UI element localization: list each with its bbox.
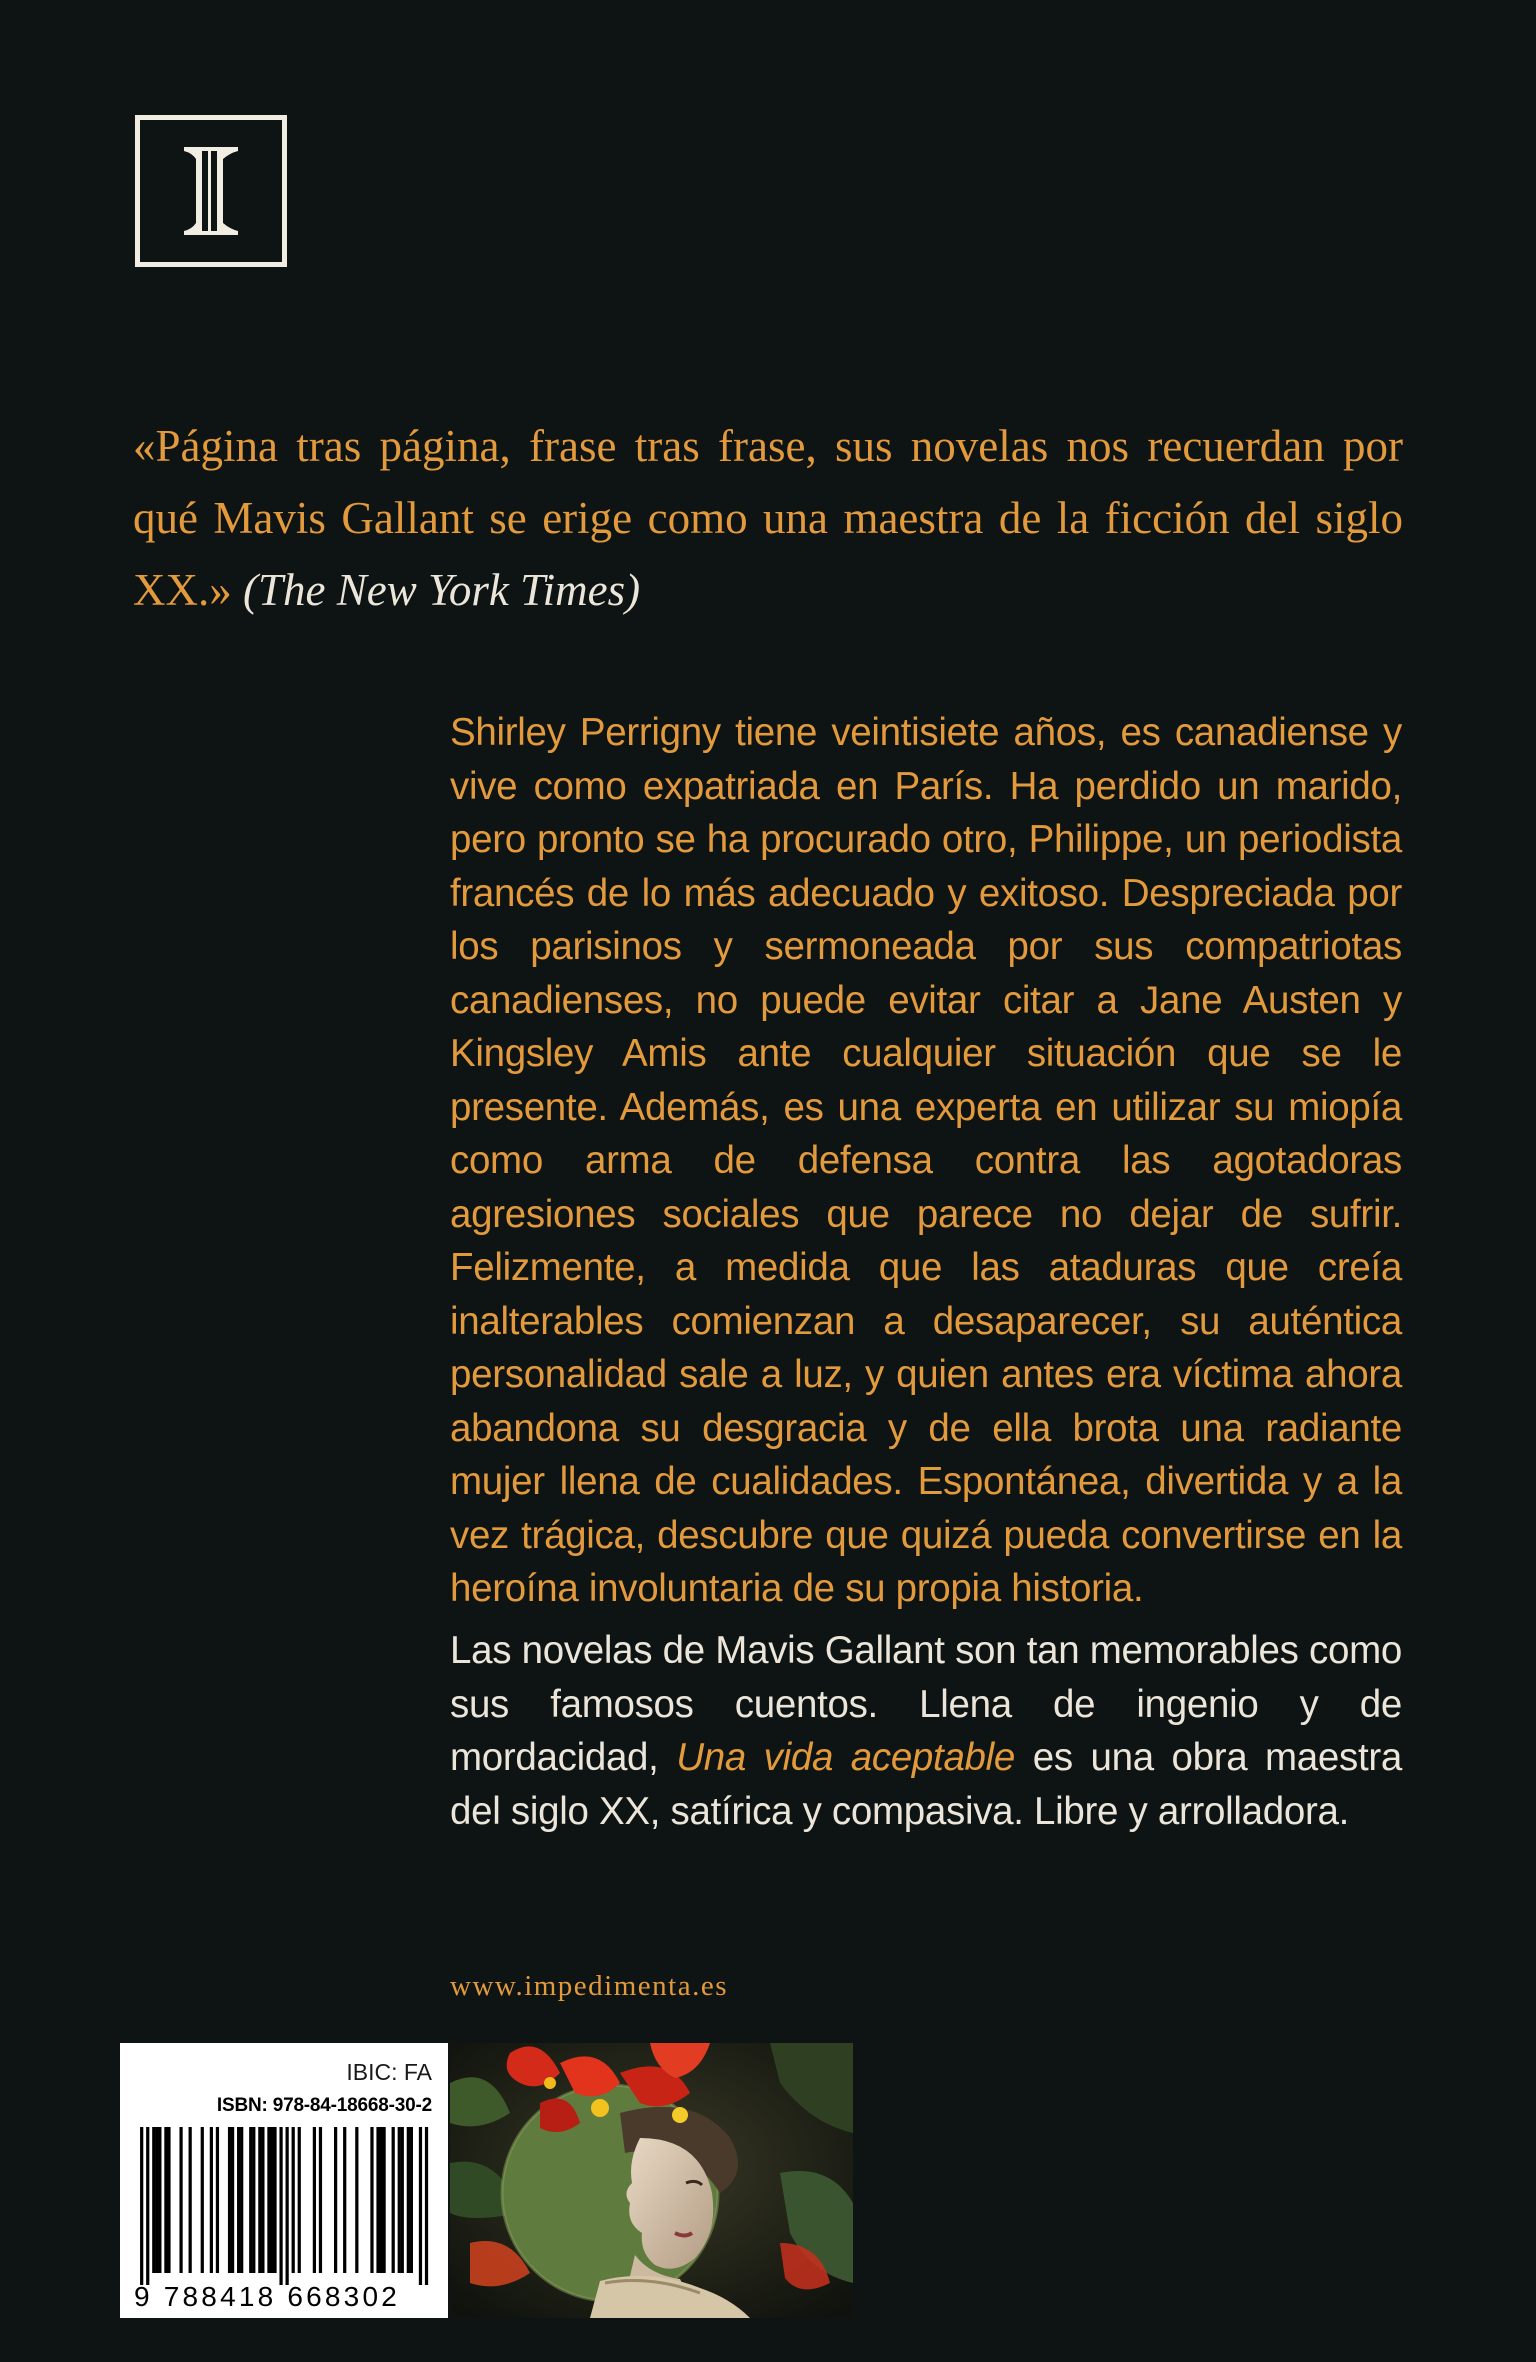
barcode-bar <box>379 2127 382 2273</box>
barcode-bar <box>398 2127 401 2273</box>
barcode-bar <box>343 2127 346 2273</box>
barcode-bar <box>370 2127 373 2273</box>
barcode-bar <box>279 2127 282 2285</box>
barcode-panel <box>120 2043 448 2318</box>
barcode-bar <box>267 2127 270 2273</box>
barcode-bar <box>298 2127 301 2273</box>
barcode-bar <box>261 2127 264 2273</box>
barcode-bar <box>231 2127 234 2273</box>
barcode-bar <box>228 2127 231 2273</box>
book-title: Una vida aceptable <box>676 1736 1016 1779</box>
barcode-bar <box>270 2127 273 2273</box>
barcode-bar <box>152 2127 155 2273</box>
ibic-code: IBIC: FA <box>346 2059 432 2085</box>
barcode-bar <box>425 2127 428 2285</box>
barcode-bar <box>210 2127 213 2273</box>
barcode-bar <box>140 2127 143 2285</box>
barcode-bar <box>240 2127 243 2273</box>
publisher-logo <box>135 115 287 267</box>
barcode-bar <box>376 2127 379 2273</box>
barcode-bar <box>286 2127 289 2285</box>
barcode-bar <box>258 2127 261 2273</box>
press-quote-source: (The New York Times) <box>243 565 641 615</box>
barcode-bar <box>355 2127 358 2273</box>
barcode-bar <box>164 2127 167 2273</box>
barcode-bar <box>252 2127 255 2273</box>
publisher-logo-glyph <box>176 141 246 241</box>
barcode-bar <box>167 2127 170 2273</box>
closing-paragraph <box>450 1624 1402 1838</box>
barcode-bar <box>189 2127 192 2273</box>
cover-artwork <box>450 2043 853 2318</box>
press-quote <box>133 410 1403 626</box>
barcode-bar <box>401 2127 404 2273</box>
barcode-bar <box>273 2127 276 2273</box>
barcode-bar <box>237 2127 240 2273</box>
barcode-bar <box>155 2127 158 2273</box>
barcode-bar <box>292 2127 295 2273</box>
press-quote-text: «Página tras página, frase tras frase, sus novelas nos recuerdan por qué Mavis Gallant se erige como una maestra de la ficción del siglo XX.» <box>133 421 1403 615</box>
barcode-bar <box>334 2127 337 2273</box>
barcode-bar <box>382 2127 385 2273</box>
barcode-bar <box>158 2127 161 2273</box>
cover-artwork-image <box>450 2043 853 2318</box>
barcode-bar <box>319 2127 322 2273</box>
barcode-bar <box>249 2127 252 2273</box>
barcode-bar <box>201 2127 204 2273</box>
closing-text-before: Las novelas de Mavis Gallant son tan memorables como sus famosos cuentos. Llena de ingenio y de mordacidad, <box>450 1629 1402 1779</box>
barcode-bar <box>146 2127 149 2285</box>
synopsis-paragraph: Shirley Perrigny tiene veintisiete años, es canadiense y vive como expatriada en París. Ha perdido un marido, pero pronto se ha procurado otro, Philippe, un periodista francés de lo más adecuado y exitoso. Despreciada por los parisinos y sermoneada por sus compatriotas canadienses, no puede evitar citar a Jane Austen y Kingsley Amis ante cualquier situación que se le presente. Además, es una experta en utilizar su miopía como arma de defensa contra las agotadoras agresiones sociales que parece no dejar de sufrir. Felizmente, a medida que las ataduras que creía inalterables comienzan a desaparecer, su auténtica personalidad sale a luz, y quien antes era víctima ahora abandona su desgracia y de ella brota una radiante mujer llena de cualidades. Espontánea, divertida y a la vez trágica, descubre que quizá pueda convertirse en la heroína involuntaria de su propia historia. <box>450 711 1402 1610</box>
closing-text-after: es una obra maestra del siglo XX, satírica y compasiva. Libre y arrolladora. <box>450 1736 1402 1833</box>
barcode-bar <box>419 2127 422 2285</box>
barcode-bar <box>313 2127 316 2273</box>
barcode-bar <box>392 2127 395 2273</box>
barcode-bars <box>134 2127 434 2285</box>
barcode-bar <box>407 2127 410 2273</box>
barcode-bar <box>179 2127 182 2273</box>
barcode-bar <box>410 2127 413 2273</box>
publisher-website: www.impedimenta.es <box>450 1970 729 2002</box>
barcode-bar <box>216 2127 219 2273</box>
barcode-digits: 9 788418 668302 <box>134 2281 400 2312</box>
isbn-number: ISBN: 978-84-18668-30-2 <box>216 2095 432 2116</box>
